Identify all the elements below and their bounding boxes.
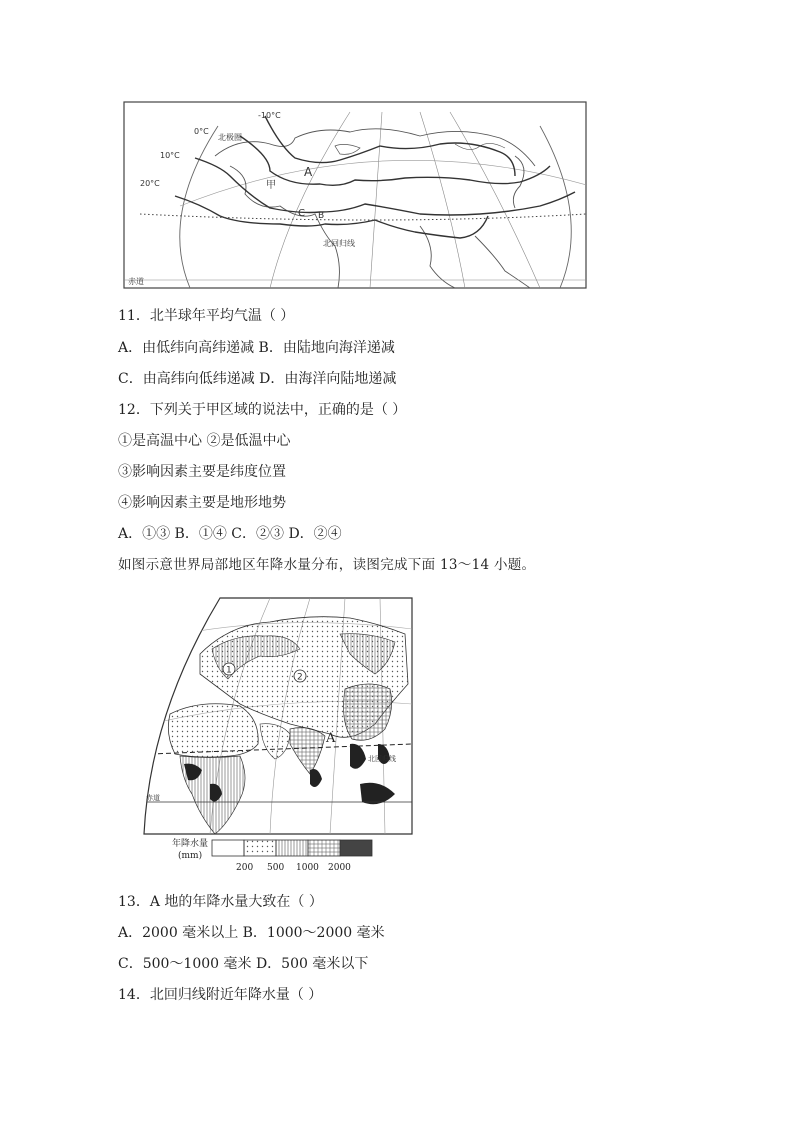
legend-swatch-200-500 bbox=[244, 840, 276, 856]
point-jia-label: 甲 bbox=[266, 180, 276, 191]
legend-value-1000: 1000 bbox=[296, 863, 319, 872]
q13-options-cd: C．500～1000 毫米 D．500 毫米以下 bbox=[118, 956, 369, 972]
legend-title: 年降水量 bbox=[172, 839, 209, 849]
legend-value-500: 500 bbox=[267, 863, 285, 872]
equator-label-1: 赤道 bbox=[128, 277, 144, 286]
q12-statement-3: ③影响因素主要是纬度位置 bbox=[118, 464, 286, 480]
section-intro: 如图示意世界局部地区年降水量分布，读图完成下面 13～14 小题。 bbox=[118, 557, 536, 573]
point-a-label: A bbox=[304, 165, 313, 179]
legend-value-2000: 2000 bbox=[328, 863, 351, 872]
q12-options: A．①③ B．①④ C．②③ D．②④ bbox=[118, 526, 342, 542]
legend-swatch-1000-2000 bbox=[308, 840, 340, 856]
iso-label-10: 10°C bbox=[160, 151, 180, 160]
point-b-label: B bbox=[318, 211, 325, 221]
q12-statement-4: ④影响因素主要是地形地势 bbox=[118, 495, 286, 511]
legend-value-200: 200 bbox=[236, 863, 254, 872]
iso-label-20: 20°C bbox=[140, 179, 160, 188]
q11-stem: 11．北半球年平均气温（ ） bbox=[118, 308, 295, 324]
q13-stem: 13．A 地的年降水量大致在（ ） bbox=[118, 894, 323, 910]
q11-options-ab: A．由低纬向高纬递减 B．由陆地向海洋递减 bbox=[118, 340, 395, 356]
legend-swatch-lt200 bbox=[212, 840, 244, 856]
iso-label-neg10: -10°C bbox=[258, 111, 281, 120]
marker-1-label: 1 bbox=[226, 665, 232, 676]
marker-a-label: A bbox=[326, 731, 336, 746]
q14-stem: 14．北回归线附近年降水量（ ） bbox=[118, 987, 323, 1003]
legend-unit: (mm) bbox=[178, 851, 203, 861]
q12-stem: 12．下列关于甲区域的说法中，正确的是（ ） bbox=[118, 402, 407, 418]
q12-statements-1-2: ①是高温中心 ②是低温中心 bbox=[118, 433, 291, 449]
precipitation-map bbox=[140, 594, 415, 872]
q11-options-cd: C．由高纬向低纬递减 D．由海洋向陆地递减 bbox=[118, 371, 397, 387]
marker-2-label: 2 bbox=[297, 672, 303, 683]
q13-options-ab: A．2000 毫米以上 B．1000～2000 毫米 bbox=[118, 925, 385, 941]
isotherm-map bbox=[120, 96, 590, 292]
iso-label-0: 0°C bbox=[194, 127, 209, 136]
point-c-label: C bbox=[298, 208, 305, 219]
equator-label-2: 赤道 bbox=[146, 794, 160, 802]
tropic-label-2: 北回归线 bbox=[368, 755, 396, 763]
arctic-circle-label: 北极圈 bbox=[218, 133, 242, 142]
tropic-label-1: 北回归线 bbox=[323, 239, 355, 248]
legend-swatch-500-1000 bbox=[276, 840, 308, 856]
legend-swatch-gt2000 bbox=[340, 840, 372, 856]
